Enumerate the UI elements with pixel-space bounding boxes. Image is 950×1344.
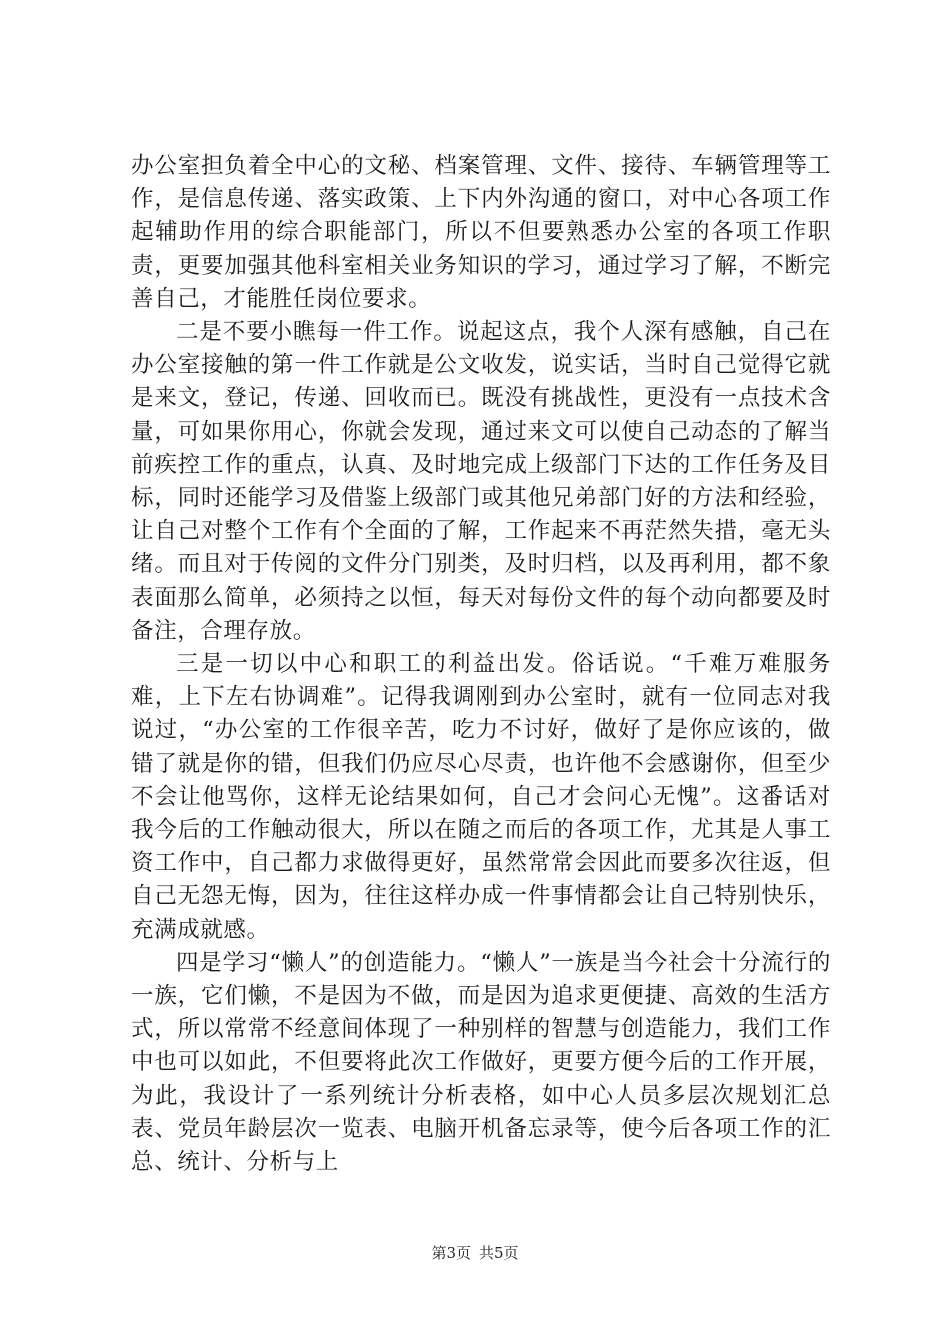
paragraph-4: 四是学习“懒人”的创造能力。“懒人”一族是当今社会十分流行的一族，它们懒，不是因为不做，而是因为追求更便捷、高效的生活方式，所以常常不经意间体现了一种别样的智慧与创造能力，我们工作中也可以如此，不但要将此次工作做好，更要方便今后的工作开展，为此，我设计了一系列统计分析表格，如中心人员多层次规划汇总表、党员年龄层次一览表、电脑开机备忘录等，使今后各项工作的汇总、统计、分析与上	[131, 949, 831, 1176]
page-footer	[0, 1243, 950, 1263]
paragraph-3: 三是一切以中心和职工的利益出发。俗话说。“千难万难服务难，上下左右协调难”。记得我调刚到办公室时，就有一位同志对我说过，“办公室的工作很辛苦，吃力不讨好，做好了是你应该的，做错了就是你的错，但我们仍应尽心尽责，也许他不会感谢你，但至少不会让他骂你，这样无论结果如何，自己才会问心无愧”。这番话对我今后的工作触动很大，所以在随之而后的各项工作，尤其是人事工资工作中，自己都力求做得更好，虽然常常会因此而要多次往返，但自己无怨无悔，因为，往往这样办成一件事情都会让自己特别快乐，充满成就感。	[131, 651, 831, 943]
body-text	[131, 150, 831, 1179]
paragraph-2: 二是不要小瞧每一件工作。说起这点，我个人深有感触，自己在办公室接触的第一件工作就是公文收发，说实话，当时自己觉得它就是来文，登记，传递、回收而已。既没有挑战性，更没有一点技术含量，可如果你用心，你就会发现，通过来文可以使自己动态的了解当前疾控工作的重点，认真、及时地完成上级部门下达的工作任务及目标，同时还能学习及借鉴上级部门或其他兄弟部门好的方法和经验，让自己对整个工作有个全面的了解，工作起来不再茫然失措，毫无头绪。而且对于传阅的文件分门别类，及时归档，以及再利用，都不象表面那么简单，必须持之以恒，每天对每份文件的每个动向都要及时备注，合理存放。	[131, 319, 831, 644]
page-number-total: 共5页	[479, 1244, 519, 1262]
page-number-current: 第3页	[431, 1244, 471, 1262]
paragraph-1: 办公室担负着全中心的文秘、档案管理、文件、接待、车辆管理等工作，是信息传递、落实政策、上下内外沟通的窗口，对中心各项工作起辅助作用的综合职能部门，所以不但要熟悉办公室的各项工作职责，更要加强其他科室相关业务知识的学习，通过学习了解，不断完善自己，才能胜任岗位要求。	[131, 153, 831, 312]
